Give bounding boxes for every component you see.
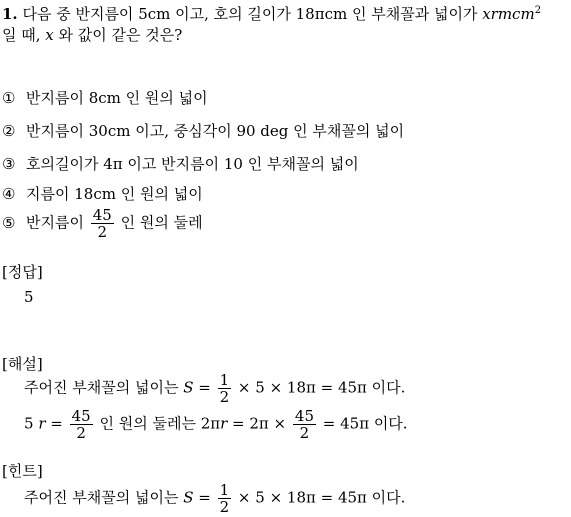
choice-4[interactable] bbox=[2, 187, 203, 202]
choice-text-after: 인 원의 둘레 bbox=[115, 213, 203, 232]
fraction-numerator: 1 bbox=[219, 371, 230, 389]
fraction-denominator: 2 bbox=[76, 424, 86, 442]
question-number: 1. bbox=[2, 5, 18, 23]
question-line-1 bbox=[2, 6, 541, 22]
choice-5[interactable] bbox=[2, 207, 203, 240]
choice-marker: ② bbox=[2, 122, 16, 140]
solution-text-end: × 5 × 18π = 45π 이다. bbox=[233, 378, 406, 397]
fraction bbox=[293, 408, 316, 441]
fraction bbox=[218, 372, 232, 405]
fraction-numerator: 1 bbox=[219, 481, 230, 499]
answer-value: 5 bbox=[24, 288, 34, 306]
fraction bbox=[91, 207, 114, 240]
hint-text-end: × 5 × 18π = 45π 이다. bbox=[233, 488, 406, 507]
choice-text: 지름이 18cm 인 원의 넓이 bbox=[26, 185, 203, 203]
choice-text-before: 반지름이 bbox=[26, 213, 89, 232]
solution-line-2 bbox=[24, 408, 408, 441]
equals: = bbox=[193, 488, 216, 507]
solution-text: = 2π × bbox=[227, 414, 291, 433]
choice-marker: ③ bbox=[2, 155, 16, 173]
choice-3[interactable] bbox=[2, 157, 359, 172]
solution-line-1 bbox=[24, 372, 405, 405]
choice-text: 호의길이가 4π 이고 반지름이 10 인 부채꼴의 넓이 bbox=[26, 155, 359, 173]
x-variable: x bbox=[45, 26, 54, 44]
solution-text: 주어진 부채꼴의 넓이는 bbox=[24, 378, 184, 397]
question-text-1: 다음 중 반지름이 5cm 이고, 호의 길이가 18πcm 인 부채꼴과 넓이가 bbox=[22, 5, 483, 23]
fraction-denominator: 2 bbox=[299, 424, 310, 442]
choice-marker: ⑤ bbox=[2, 213, 16, 232]
solution-label: [해설] bbox=[2, 355, 43, 373]
unit-exponent: 2 bbox=[534, 5, 542, 16]
answer-label: [정답] bbox=[2, 263, 43, 281]
solution-text: 인 원의 둘레는 2π bbox=[94, 414, 221, 433]
unit-variable: xrmcm bbox=[482, 5, 535, 23]
fraction bbox=[218, 482, 232, 515]
choice-marker: ① bbox=[2, 89, 16, 107]
fraction-numerator: 45 bbox=[92, 206, 112, 224]
fraction-numerator: 45 bbox=[294, 407, 314, 425]
question-line-2 bbox=[2, 28, 182, 43]
fraction-denominator: 2 bbox=[219, 388, 230, 406]
choice-1[interactable] bbox=[2, 91, 208, 106]
fraction-denominator: 2 bbox=[219, 498, 230, 516]
hint-label: [힌트] bbox=[2, 462, 43, 480]
equals: = bbox=[45, 414, 68, 433]
s-variable: S bbox=[183, 378, 194, 397]
solution-text-end: = 45π 이다. bbox=[318, 414, 408, 433]
choice-text: 반지름이 8cm 인 원의 넓이 bbox=[26, 89, 208, 107]
hint-line-1 bbox=[24, 482, 405, 515]
fraction bbox=[70, 408, 93, 441]
question-text-2c: 와 값이 같은 것은? bbox=[53, 26, 183, 44]
choice-marker: ④ bbox=[2, 185, 16, 203]
hint-text: 주어진 부채꼴의 넓이는 bbox=[24, 488, 184, 507]
r-variable: r bbox=[38, 414, 46, 433]
choice-text: 반지름이 30cm 이고, 중심각이 90 deg 인 부채꼴의 넓이 bbox=[26, 122, 405, 140]
solution-text: 5 bbox=[24, 414, 39, 433]
s-variable: S bbox=[183, 488, 194, 507]
choice-2[interactable] bbox=[2, 124, 404, 139]
question-text-2a: 일 때, bbox=[2, 26, 46, 44]
fraction-numerator: 45 bbox=[71, 407, 91, 425]
fraction-denominator: 2 bbox=[97, 223, 108, 241]
equals: = bbox=[193, 378, 216, 397]
r-variable: r bbox=[220, 414, 228, 433]
